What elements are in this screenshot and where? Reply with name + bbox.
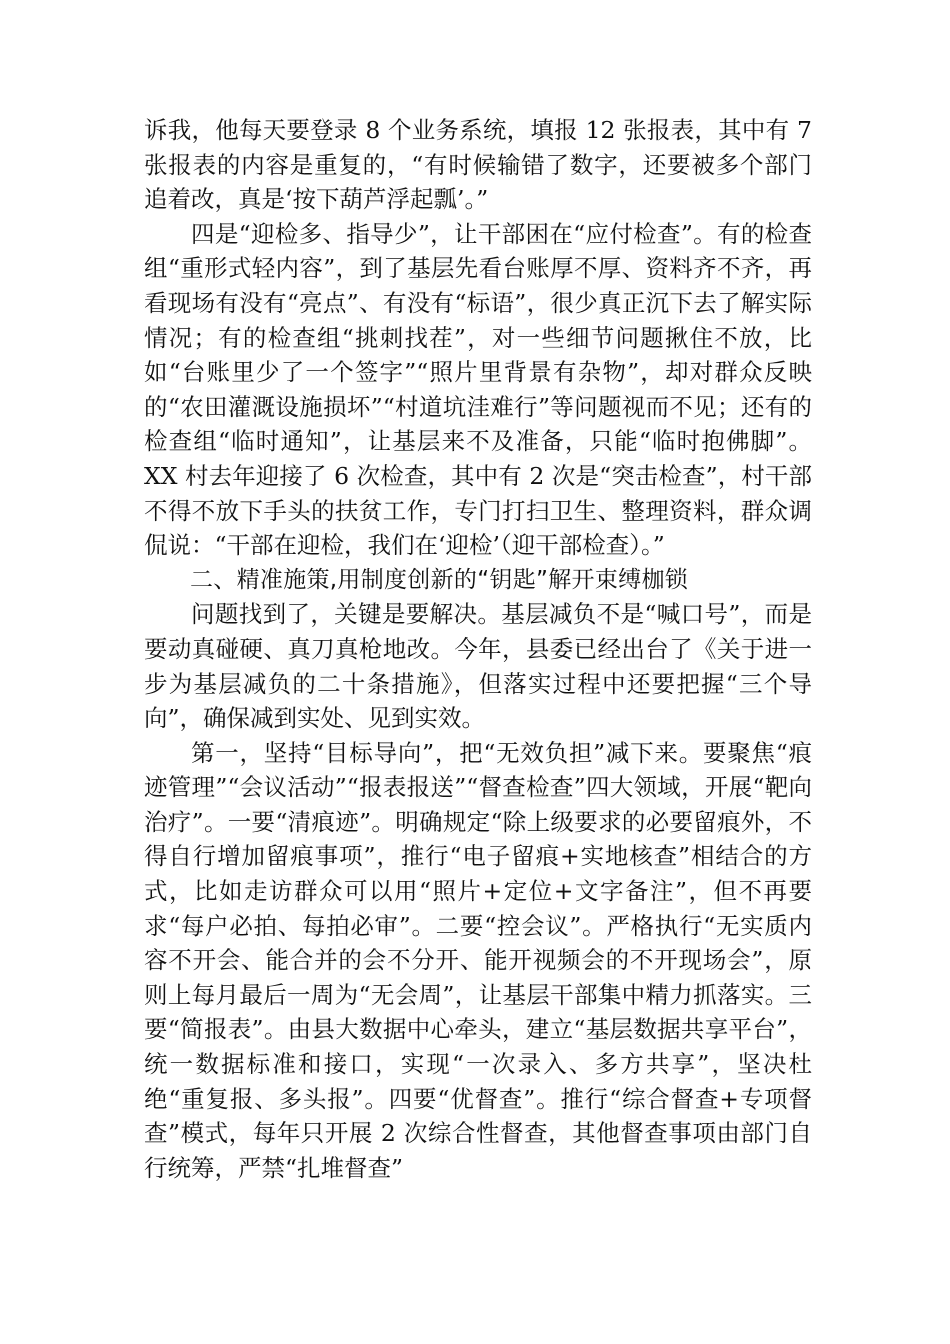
paragraph-inspections: 四是“迎检多、指导少”，让干部困在“应付检查”。有的检查组“重形式轻内容”，到了基层先看台账厚不厚、资料齐不齐，再看现场有没有“亮点”、有没有“标语”，很少真正沉下去了解实际情况；有的检查组“挑刺找茬”，对一些细节问题揪住不放，比如“台账里少了一个签字”“照片里背景有杂物”，却对群众反映的“农田灌溉设施损坏”“村道坑洼难行”等问题视而不见；还有的检查组“临时通知”，让基层来不及准备，只能“临时抱佛脚”。XX 村去年迎接了 6 次检查，其中有 2 次是“突击检查”，村干部不得不放下手头的扶贫工作，专门打扫卫生、整理资料，群众调侃说：“干部在迎检，我们在‘迎检’（迎干部检查）。” — [144, 219, 812, 560]
paragraph-problem-solving: 问题找到了，关键是要解决。基层减负不是“喊口号”，而是要动真碰硬、真刀真枪地改。今年，县委已经出台了《关于进一步为基层减负的二十条措施》，但落实过程中还要把握“三个导向”，确保减到实处、见到实效。 — [144, 600, 812, 733]
section-heading: 二、精准施策,用制度创新的“钥匙”解开束缚枷锁 — [190, 566, 689, 593]
paragraph-goal-orientation: 第一，坚持“目标导向”，把“无效负担”减下来。要聚焦“痕迹管理”“会议活动”“报表报送”“督查检查”四大领域，开展“靶向治疗”。一要“清痕迹”。明确规定“除上级要求的必要留痕外，不得自行增加留痕事项”，推行“电子留痕+实地核查”相结合的方式，比如走访群众可以用“照片+定位+文字备注”，但不再要求“每户必拍、每拍必审”。二要“控会议”。严格执行“无实质内容不开会、能合并的会不分开、能开视频会的不开现场会”，原则上每月最后一周为“无会周”，让基层干部集中精力抓落实。三要“简报表”。由县大数据中心牵头，建立“基层数据共享平台”，统一数据标准和接口，实现“一次录入、多方共享”，坚决杜绝“重复报、多头报”。四要“优督查”。推行“综合督查+专项督查”模式，每年只开展 2 次综合性督查，其他督查事项由部门自行统筹，严禁“扎堆督查” — [144, 738, 812, 1182]
document-body — [144, 113, 812, 1185]
paragraph-continuation: 诉我，他每天要登录 8 个业务系统，填报 12 张报表，其中有 7 张报表的内容是重复的，“有时候输错了数字，还要被多个部门追着改，真是‘按下葫芦浮起瓢’。” — [144, 116, 812, 214]
